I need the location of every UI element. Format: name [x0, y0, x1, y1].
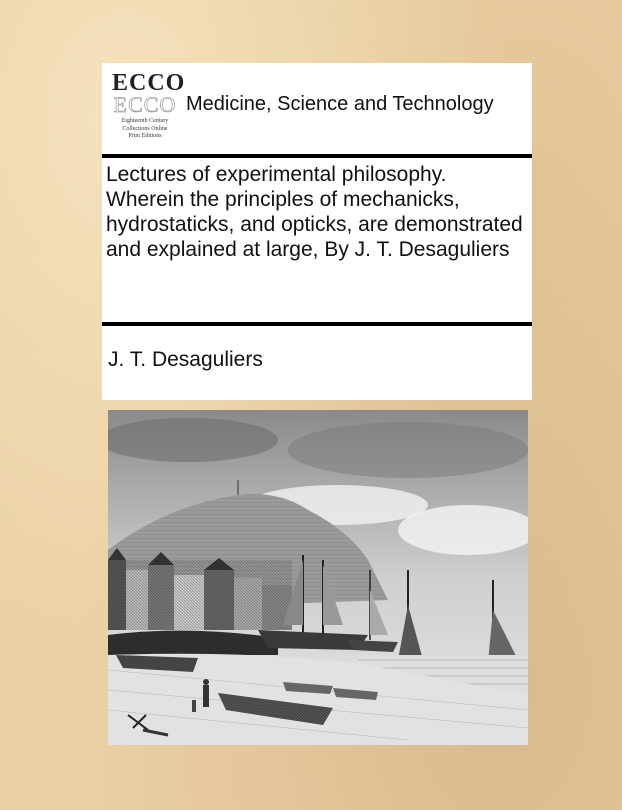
series-header	[102, 63, 532, 154]
book-author: J. T. Desaguliers	[108, 348, 263, 371]
ecco-logo-caption: Eighteenth Century Collections Online Print Editions	[121, 118, 169, 139]
title-block	[102, 158, 532, 322]
harbor-engraving-image	[108, 410, 528, 745]
harbor-engraving-illustration	[108, 410, 528, 745]
author-block	[102, 326, 532, 400]
ecco-logo-mark: ECCO	[112, 70, 186, 96]
book-title: Lectures of experimental philosophy. Wherein the principles of mechanicks, hydrostaticks, and opticks, are demonstrated and explained at large, By J. T. Desaguliers	[106, 163, 523, 261]
collection-label: Medicine, Science and Technology	[186, 93, 494, 115]
ecco-logo	[112, 70, 186, 147]
ecco-logo-mark-reflection: ECCO	[113, 92, 177, 117]
